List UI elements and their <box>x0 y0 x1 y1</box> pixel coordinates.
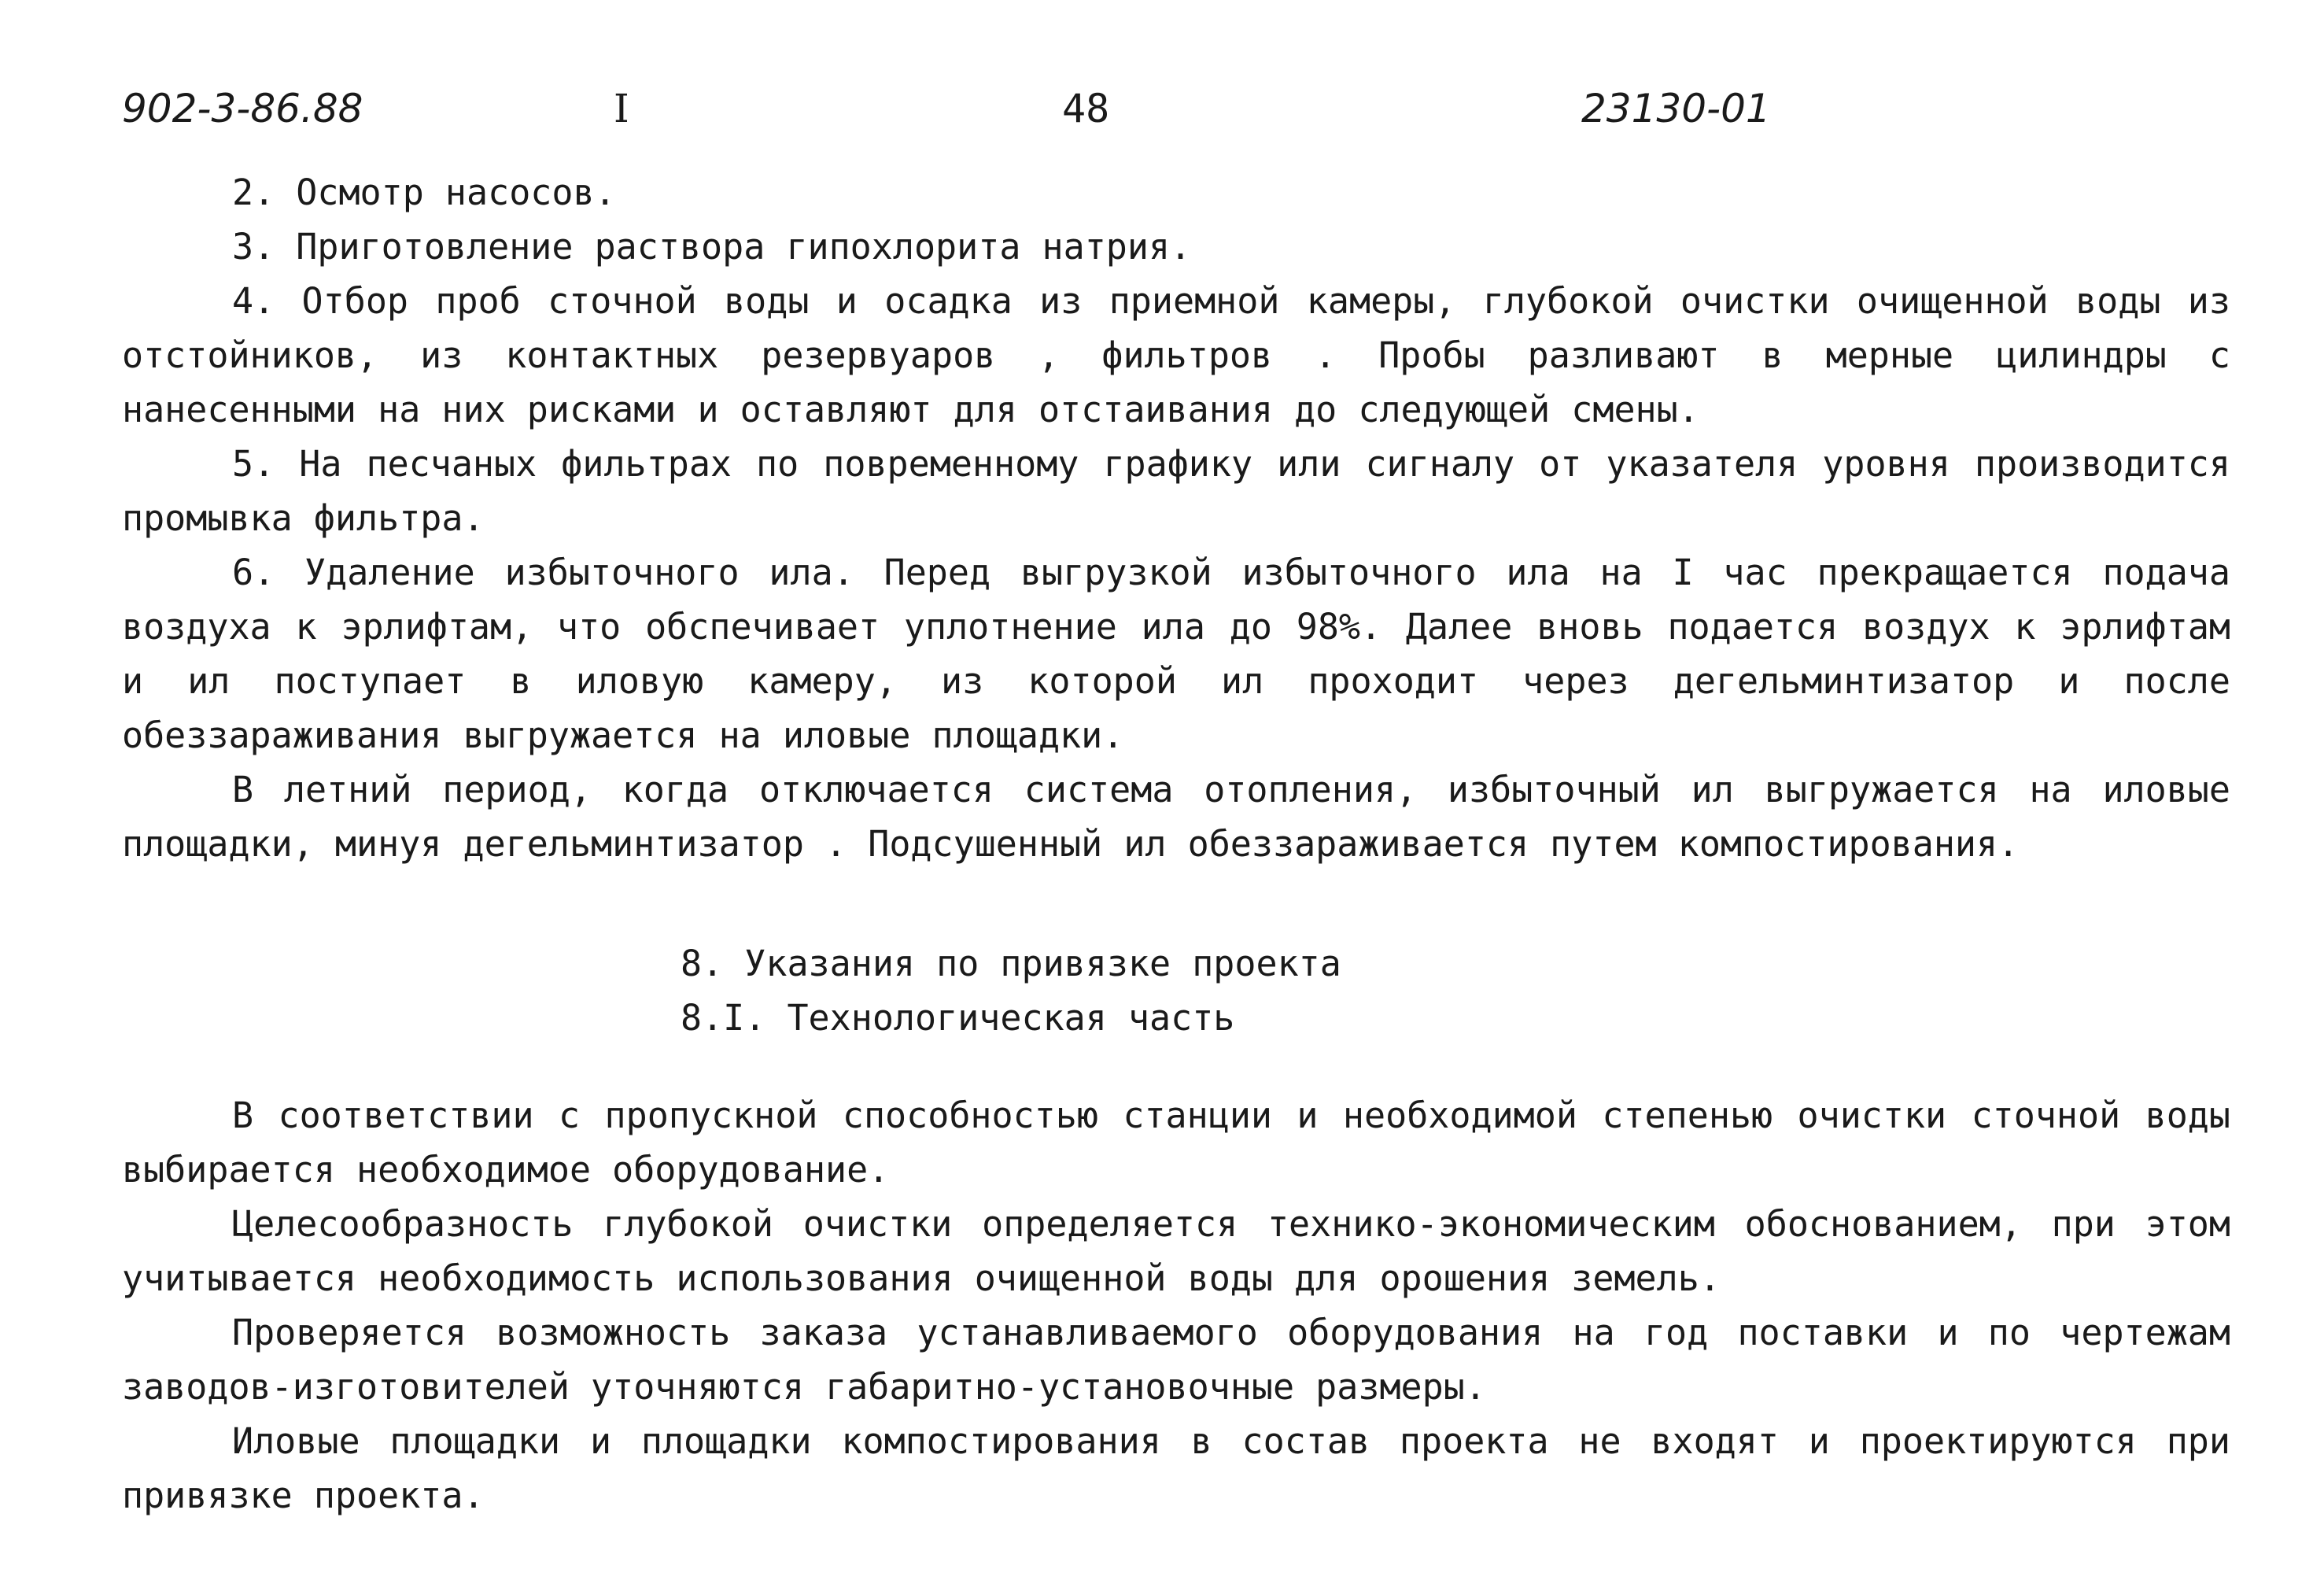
paragraph-sludge-sites: Иловые площадки и площадки компостирования в состав проекта не входят и проектируются при привязке проекта. <box>122 1420 2230 1516</box>
paragraph-deep-treatment: Целесообразность глубокой очистки определяется технико-экономическим обоснованием, при этом учитывается необходимость использования очищенной воды для орошения земель. <box>122 1203 2230 1299</box>
sheet-number: I <box>614 86 629 131</box>
section-8 <box>122 936 2230 1523</box>
paragraph-order-check: Проверяется возможность заказа устанавливаемого оборудования на год поставки и по чертежам заводов-изготовителей уточняются габаритно-установочные размеры. <box>122 1312 2230 1408</box>
section-subheading: 8.I. Технологическая часть <box>681 997 1235 1039</box>
operations-list <box>122 165 2230 871</box>
section-heading: 8. Указания по привязке проекта <box>681 943 1341 984</box>
page-number: 48 <box>1062 86 1110 131</box>
paragraph-filter-washing: 5. На песчаных фильтрах по повременному графику или сигналу от указателя уровня производится промывка фильтра. <box>122 443 2230 539</box>
paragraph-equipment-selection: В соответствии с пропускной способностью станции и необходимой степенью очистки сточной воды выбирается необходимое оборудование. <box>122 1095 2230 1191</box>
paragraph-sludge-removal: 6. Удаление избыточного ила. Перед выгрузкой избыточного ила на I час прекращается подача воздуха к эрлифтам, что обспечивает уплотнение ила до 98%. Далее вновь подается воздух к эрлифтам и ил поступает в иловую камеру, из которой ил проходит через дегельминтизатор и после обеззараживания выгружается на иловые площадки. <box>122 552 2230 756</box>
paragraph-pump-inspection: 2. Осмотр насосов. <box>232 172 616 213</box>
paragraph-hypochlorite: 3. Приготовление раствора гипохлорита натрия. <box>232 226 1192 268</box>
paragraph-sampling: 4. Отбор проб сточной воды и осадка из приемной камеры, глубокой очистки очищенной воды из отстойников, из контактных резервуаров , фильтров . Пробы разливают в мерные цилиндры с нанесенными на них рисками и оставляют для отстаивания до следующей смены. <box>122 280 2230 430</box>
paragraph-summer-period: В летний период, когда отключается система отопления, избыточный ил выгружается на иловые площадки, минуя дегельминтизатор . Подсушенный ил обеззараживается путем компостирования. <box>122 769 2230 865</box>
archive-number: 23130-01 <box>1581 86 1771 131</box>
document-code: 902-3-86.88 <box>122 86 363 131</box>
